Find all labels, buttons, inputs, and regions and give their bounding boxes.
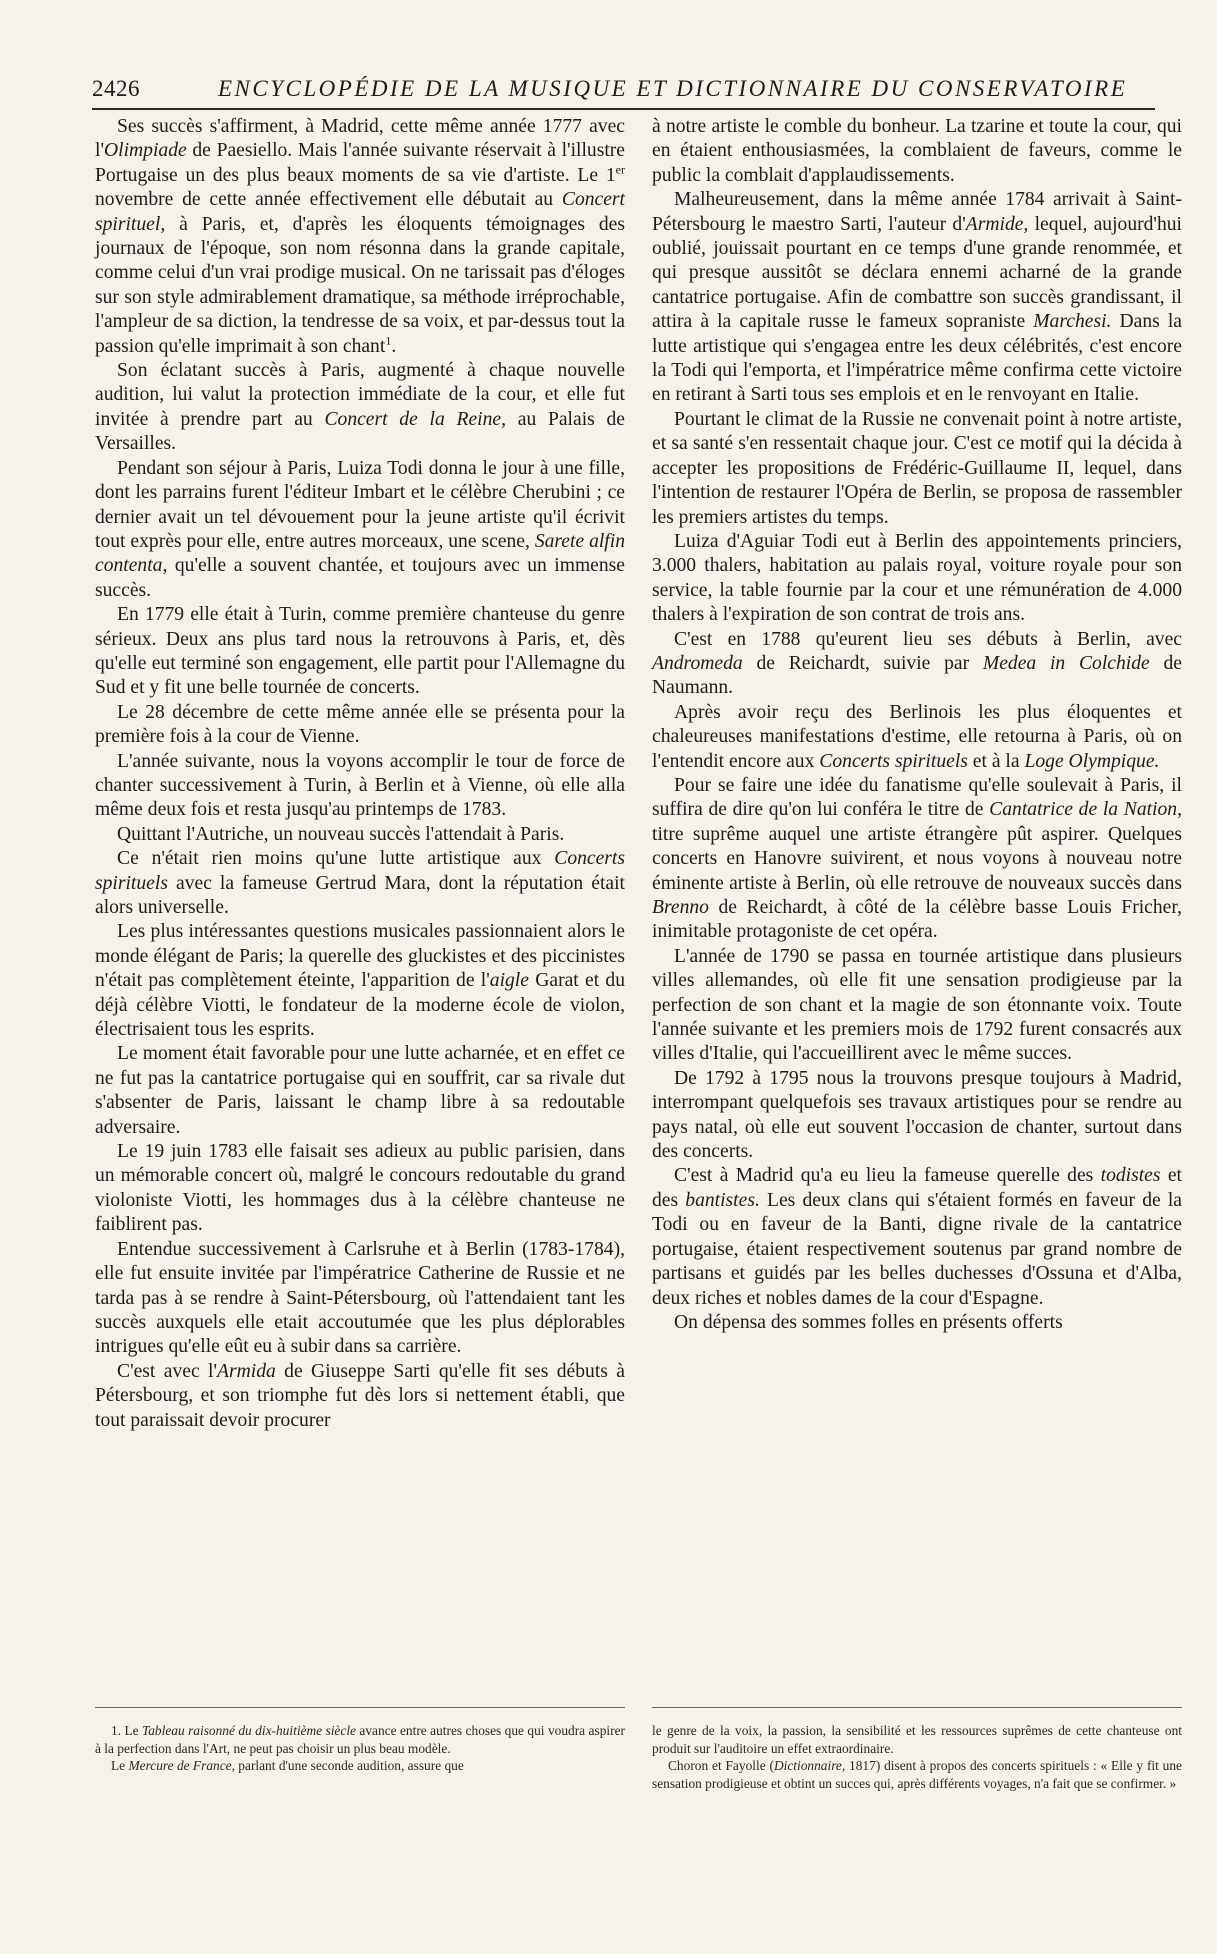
- paragraph: Quittant l'Autriche, un nouveau succès l'attendait à Paris.: [117, 823, 565, 845]
- footnote: le genre de la voix, la passion, la sensibilité et les ressources suprêmes de cette chanteuse ont produit sur l'auditoire un effet extraordinaire.: [652, 1723, 1182, 1756]
- footnotes-right: [652, 1722, 1182, 1792]
- page-number: 2426: [92, 76, 140, 101]
- paragraph: Entendue successivement à Carlsruhe et à Berlin (1783-1784), elle fut ensuite invitée par l'impératrice Catherine de Russie et ne tarda pas à se rendre à Saint-Pétersbourg, où l'attendaient tant les succès auxquels elle etait accoutumée que les plus déplorables intrigues qu'elle eût eu à subir dans sa carrière.: [95, 1238, 625, 1358]
- left-column: [95, 115, 625, 1433]
- paragraph: L'année de 1790 se passa en tournée artistique dans plusieurs villes allemandes, où elle fit une sensation prodigieuse par la perfection de son chant et la magie de son étonnante voix. Toute l'année suivante et les premiers mois de 1792 furent consacrés aux villes d'Italie, qui l'accueillirent avec le même succes.: [652, 945, 1182, 1065]
- paragraph: C'est en 1788 qu'eurent lieu ses débuts à Berlin, avec Andromeda de Reichardt, suivie par Medea in Colchide de Naumann.: [652, 628, 1182, 699]
- paragraph: De 1792 à 1795 nous la trouvons presque toujours à Madrid, interrompant quelquefois ses travaux artistiques pour se rendre au pays natal, où elle eut souvent l'occasion de chanter, surtout dans des concerts.: [652, 1067, 1182, 1163]
- footnote: Choron et Fayolle (Dictionnaire, 1817) disent à propos des concerts spirituels : « Elle y fit une sensation prodigieuse et obtint un succes qui, après différents voyages, n'a fait que se confirmer. »: [652, 1758, 1182, 1791]
- footnote: Le Mercure de France, parlant d'une seconde audition, assure que: [111, 1758, 464, 1773]
- page-header: [92, 68, 1155, 110]
- paragraph: Les plus intéressantes questions musicales passionnaient alors le monde élégant de Paris; la querelle des gluckistes et des piccinistes n'était pas complètement éteinte, l'apparition de l'aigle Garat et du déjà célèbre Viotti, le fondateur de la moderne école de violon, électrisaient tous les esprits.: [95, 921, 625, 1041]
- paragraph: Pour se faire une idée du fanatisme qu'elle soulevait à Paris, il suffira de dire qu'on lui conféra le titre de Cantatrice de la Nation, titre suprême auquel une artiste étrangère pût aspirer. Quelques concerts en Hanovre suivirent, et nous voyons à nouveau notre éminente artiste à Berlin, où elle retrouve de nouveaux succès dans Brenno de Reichardt, à côté de la célèbre basse Louis Fricher, inimitable protagoniste de cet opéra.: [652, 774, 1182, 943]
- paragraph: Ses succès s'affirment, à Madrid, cette même année 1777 avec l'Olimpiade de Paesiello. Mais l'année suivante réservait à l'illustre Portugaise un des plus beaux moments de sa vie d'artiste. Le 1er novembre de cette année effectivement elle débutait au Concert spirituel, à Paris, et, d'après les éloquents témoignages des journaux de l'époque, son nom résonna dans la grande capitale, comme celui d'un vrai prodige musical. On ne tarissait pas d'éloges sur son style admirablement dramatique, sa méthode irréprochable, l'ampleur de sa diction, la tendresse de sa voix, et par-dessus tout la passion qu'elle imprimait à son chant$^1$.: [95, 116, 625, 357]
- paragraph: Luiza d'Aguiar Todi eut à Berlin des appointements princiers, 3.000 thalers, habitation au palais royal, voiture royale pour son service, la table fournie par la cour et une rémunération de 4.000 thalers à l'expiration de son contrat de trois ans.: [652, 530, 1182, 626]
- paragraph: On dépensa des sommes folles en présents offerts: [674, 1311, 1063, 1333]
- paragraph: Le 28 décembre de cette même année elle se présenta pour la première fois à la cour de Vienne.: [95, 701, 625, 748]
- paragraph: C'est à Madrid qu'a eu lieu la fameuse querelle des todistes et des bantistes. Les deux clans qui s'étaient formés en faveur de la Todi ou en faveur de la Banti, digne rivale de la cantatrice portugaise, étaient respectivement soutenus par grand nombre de partisans et guidés par les belles duchesses d'Ossuna et d'Alba, deux riches et nobles dames de la cour d'Espagne.: [652, 1165, 1182, 1309]
- paragraph: L'année suivante, nous la voyons accomplir le tour de force de chanter successivement à Turin, à Berlin et à Vienne, où elle alla même deux fois et resta jusqu'au printemps de 1783.: [95, 750, 625, 821]
- paragraph: Le 19 juin 1783 elle faisait ses adieux au public parisien, dans un mémorable concert où, malgré le concours redoutable du grand violoniste Viotti, les hommages dus à la célèbre chanteuse ne faiblirent pas.: [95, 1141, 625, 1236]
- paragraph: Après avoir reçu des Berlinois les plus éloquentes et chaleureuses manifestations d'estime, elle retourna à Paris, où on l'entendit encore aux Concerts spirituels et à la Loge Olympique.: [652, 701, 1182, 772]
- right-column: [652, 115, 1182, 1335]
- running-title: ENCYCLOPÉDIE DE LA MUSIQUE ET DICTIONNAIRE DU CONSERVATOIRE: [218, 76, 1128, 101]
- paragraph: Pendant son séjour à Paris, Luiza Todi donna le jour à une fille, dont les parrains furent l'éditeur Imbart et le célèbre Cherubini ; ce dernier avait un tel dévouement pour la jeune artiste qu'il écrivit tout exprès pour elle, entre autres morceaux, une scene, Sarete alfin contenta, qu'elle a souvent chantée, et toujours avec un immense succès.: [95, 457, 625, 601]
- paragraph: Malheureusement, dans la même année 1784 arrivait à Saint-Pétersbourg le maestro Sarti, l'auteur d'Armide, lequel, aujourd'hui oublié, jouissait pourtant en ce temps d'une grande renommée, et qui presque aussitôt se déclara ennemi acharné de la grande cantatrice portugaise. Afin de combattre son succès grandissant, il attira à la capitale russe le fameux sopraniste Marchesi. Dans la lutte artistique qui s'engagea entre les deux célébrités, c'est encore la Todi qui l'emporta, et l'impératrice même confirma cette victoire en retirant à Sarti tous ses emplois et en le renvoyant en Italie.: [652, 189, 1183, 406]
- paragraph: C'est avec l'Armida de Giuseppe Sarti qu'elle fit ses débuts à Pétersbourg, et son triomphe fut dès lors si nettement établi, que tout paraissait devoir procurer: [95, 1360, 625, 1431]
- paragraph: Ce n'était rien moins qu'une lutte artistique aux Concerts spirituels avec la fameuse Gertrud Mara, dont la réputation était alors universelle.: [95, 848, 625, 918]
- footnotes-left: [95, 1722, 625, 1775]
- paragraph: En 1779 elle était à Turin, comme première chanteuse du genre sérieux. Deux ans plus tard nous la retrouvons à Paris, et, dès qu'elle eut terminé son engagement, elle partit pour l'Allemagne du Sud et y fit une belle tournée de concerts.: [95, 604, 625, 699]
- paragraph: Le moment était favorable pour une lutte acharnée, et en effet ce ne fut pas la cantatrice portugaise qui en souffrit, car sa rivale dut s'absenter de Paris, laissant le champ libre à sa redoutable adversaire.: [95, 1043, 625, 1138]
- footnote-ref: 1: [385, 333, 392, 348]
- paragraph: Son éclatant succès à Paris, augmenté à chaque nouvelle audition, lui valut la protection immédiate de la cour, et elle fut invitée à prendre part au Concert de la Reine, au Palais de Versailles.: [95, 360, 625, 455]
- paragraph: Pourtant le climat de la Russie ne convenait point à notre artiste, et sa santé s'en ressentait chaque jour. C'est ce motif qui la décida à accepter les propositions de Frédéric-Guillaume II, lequel, dans l'intention de restaurer l'Opéra de Berlin, se proposa de rassembler les premiers artistes du temps.: [652, 408, 1182, 528]
- footnote-divider: [95, 1707, 625, 1708]
- footnote-divider: [652, 1707, 1182, 1708]
- paragraph: à notre artiste le comble du bonheur. La tzarine et toute la cour, qui en étaient enthousiasmées, la comblaient de faveurs, comme le public la comblait d'applaudissements.: [652, 116, 1182, 186]
- footnote: 1. Le Tableau raisonné du dix-huitième siècle avance entre autres choses que qui voudra aspirer à la perfection dans l'Art, ne peut pas choisir un plus beau modèle.: [95, 1723, 625, 1756]
